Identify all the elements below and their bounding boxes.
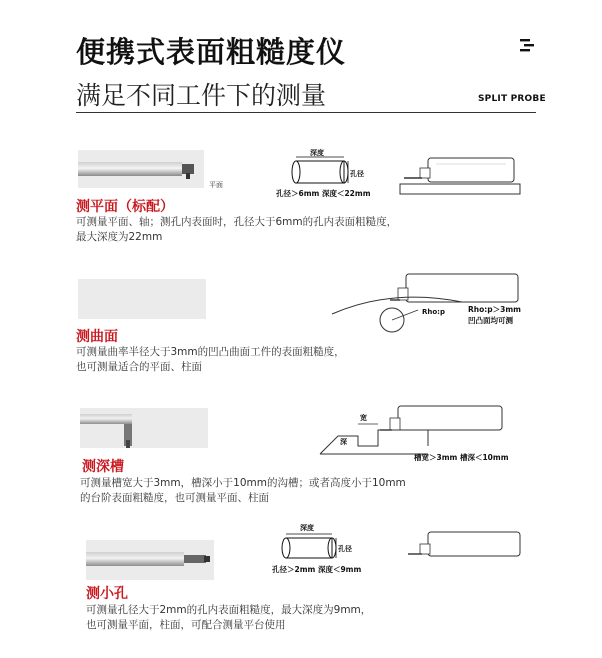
- flat-probe-photo: [78, 150, 204, 188]
- small-hole-instrument-diagram: [406, 528, 526, 564]
- instrument-on-plane-diagram: [396, 152, 524, 198]
- curved-caption-1: Rho:p＞3mm: [468, 305, 521, 314]
- section-desc-small-hole-line2: 也可测量平面，柱面，可配合测量平台使用: [86, 619, 286, 631]
- hole-diameter-label: 孔径: [338, 545, 352, 553]
- hole-caption: 孔径＞2mm 深度＜9mm: [272, 565, 362, 574]
- curved-probe-photo: [78, 279, 206, 319]
- section-title-flat: 测平面（标配）: [76, 199, 174, 215]
- groove-diagram: [318, 400, 524, 466]
- curved-surface-diagram: [330, 270, 536, 334]
- section-title-small-hole: 测小孔: [86, 586, 128, 602]
- section-desc-groove-line2: 的台阶表面粗糙度，也可测量平面、柱面: [80, 492, 269, 504]
- section-desc-curved-line1: 可测量曲率半径大于3mm的凹凸曲面工件的表面粗糙度，: [76, 346, 345, 358]
- header-divider: [76, 112, 536, 113]
- brand-label: SPLIT PROBE: [478, 94, 546, 104]
- bore-diameter-label: 孔径: [350, 170, 364, 178]
- section-desc-curved-line2: 也可测量适合的平面、柱面: [76, 361, 202, 373]
- groove-width-label: 宽: [360, 414, 367, 422]
- bore-caption: 孔径＞6mm 深度＜22mm: [276, 189, 371, 198]
- section-title-groove: 测深槽: [82, 459, 124, 475]
- bore-depth-diagram: [276, 145, 386, 201]
- section-desc-small-hole-line1: 可测量孔径大于2mm的孔内表面粗糙度，最大深度为9mm，: [86, 604, 372, 616]
- section-desc-flat-line2: 最大深度为22mm: [76, 231, 163, 243]
- small-hole-probe-photo: [86, 540, 214, 580]
- groove-probe-photo: [80, 408, 208, 448]
- flat-probe-label: 平面: [209, 181, 223, 189]
- section-title-curved: 测曲面: [76, 329, 118, 345]
- curved-caption-2: 凹凸面均可测: [468, 316, 513, 325]
- page-title: 便携式表面粗糙度仪: [76, 35, 347, 69]
- section-desc-flat-line1: 可测量平面、轴；测孔内表面时，孔径大于6mm的孔内表面粗糙度，: [76, 216, 398, 228]
- small-hole-diagram: [270, 518, 386, 576]
- page-subtitle: 满足不同工件下的测量: [76, 81, 327, 110]
- rho-label: Rho:p: [422, 308, 445, 316]
- groove-caption: 槽宽＞3mm 槽深＜10mm: [414, 453, 509, 462]
- menu-icon[interactable]: [520, 38, 534, 52]
- bore-depth-label: 深度: [310, 149, 324, 157]
- groove-depth-label: 深: [340, 438, 347, 446]
- hole-depth-label: 深度: [300, 524, 314, 532]
- section-desc-groove-line1: 可测量槽宽大于3mm，槽深小于10mm的沟槽；或者高度小于10mm: [80, 477, 406, 489]
